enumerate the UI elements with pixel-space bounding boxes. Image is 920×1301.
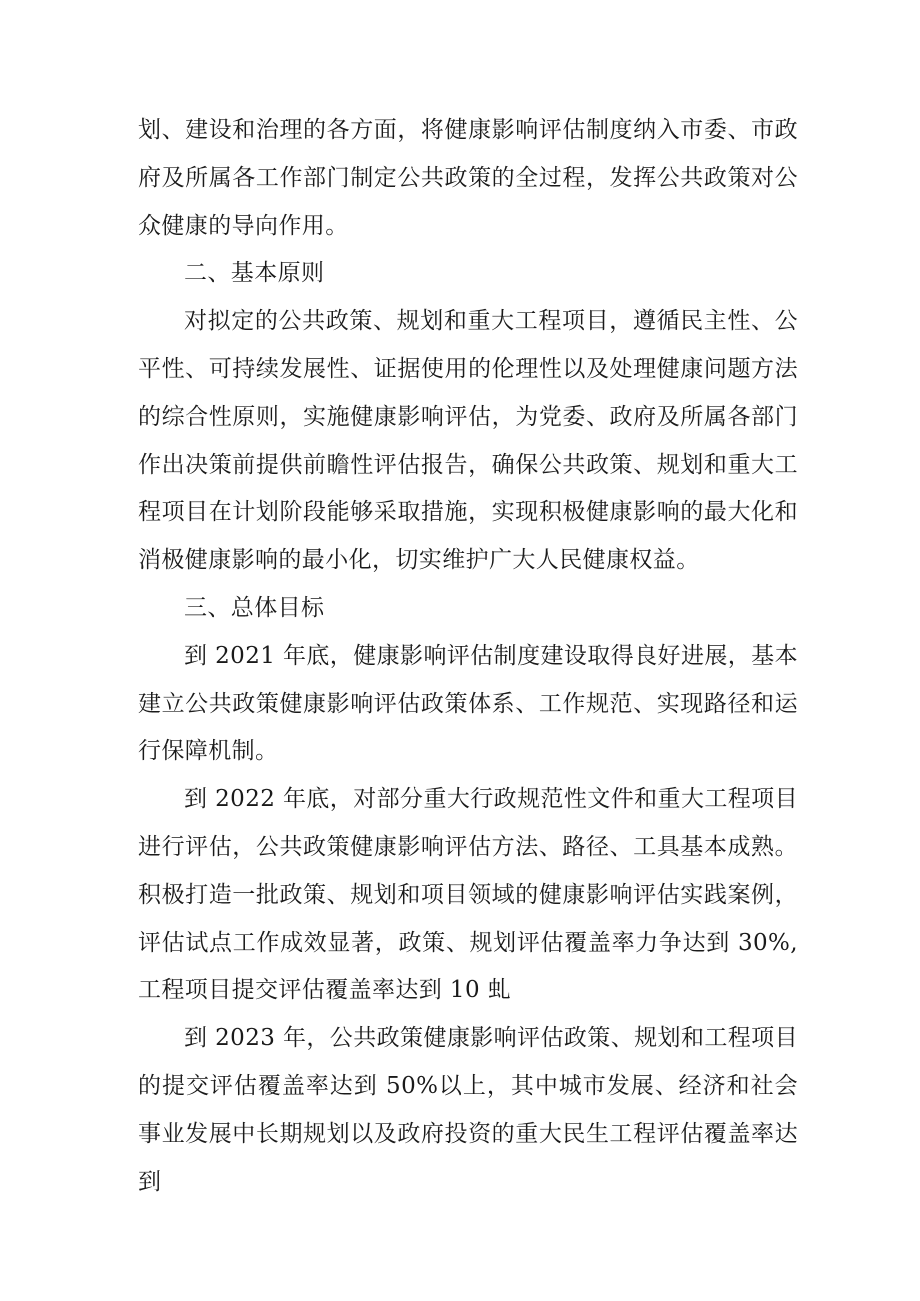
document-body bbox=[138, 107, 798, 1206]
section-heading-overall-goals: 三、总体目标 bbox=[184, 594, 325, 621]
paragraph-goal-2021: 到 2021 年底，健康影响评估制度建设取得良好进展，基本建立公共政策健康影响评估政策体系、工作规范、实现路径和运行保障机制。 bbox=[138, 642, 798, 765]
section-heading-basic-principles: 二、基本原则 bbox=[184, 260, 325, 287]
paragraph-intro-continued: 划、建设和治理的各方面，将健康影响评估制度纳入市委、市政府及所属各工作部门制定公共政策的全过程，发挥公共政策对公众健康的导向作用。 bbox=[138, 117, 798, 239]
paragraph-basic-principles: 对拟定的公共政策、规划和重大工程项目，遵循民主性、公平性、可持续发展性、证据使用的伦理性以及处理健康问题方法的综合性原则，实施健康影响评估，为党委、政府及所属各部门作出决策前提供前瞻性评估报告，确保公共政策、规划和重大工程项目在计划阶段能够采取措施，实现积极健康影响的最大化和消极健康影响的最小化，切实维护广大人民健康权益。 bbox=[138, 308, 798, 574]
paragraph-goal-2022: 到 2022 年底，对部分重大行政规范性文件和重大工程项目进行评估，公共政策健康影响评估方法、路径、工具基本成熟。积极打造一批政策、规划和项目领域的健康影响评估实践案例，评估试点工作成效显著，政策、规划评估覆盖率力争达到 30%,工程项目提交评估覆盖率达到 10 虬 bbox=[138, 786, 798, 1004]
paragraph-goal-2023: 到 2023 年，公共政策健康影响评估政策、规划和工程项目的提交评估覆盖率达到 50%以上，其中城市发展、经济和社会事业发展中长期规划以及政府投资的重大民生工程评估覆盖率达到 bbox=[138, 1025, 798, 1195]
